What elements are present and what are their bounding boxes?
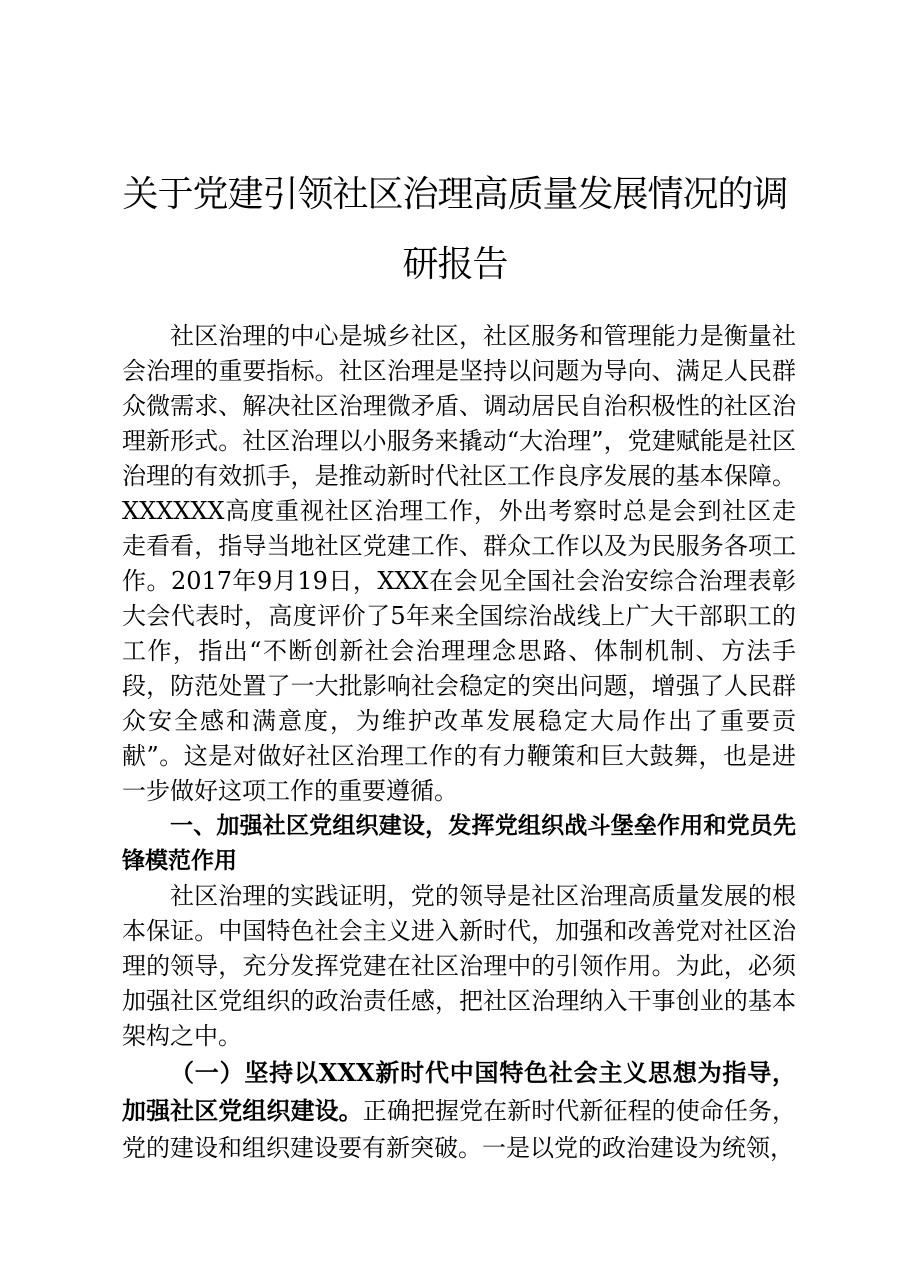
document-title: 关于党建引领社区治理高质量发展情况的调研报告 (122, 174, 788, 285)
subsection-lead: （一）坚持以XXX新时代中国特色社会主义思想为指导，加强社区党组织建设。 (122, 1058, 796, 1125)
intro-paragraph: 社区治理的中心是城乡社区，社区服务和管理能力是衡量社会治理的重要指标。社区治理是坚持以问题为导向、满足人民群众微需求、解决社区治理微矛盾、调动居民自治积极性的社区治理新形式。社区治理以小服务来撬动“大治理”，党建赋能是社区治理的有效抓手，是推动新时代社区工作良序发展的基本保障。XXXXXX高度重视社区治理工作，外出考察时总是会到社区走走看看，指导当地社区党建工作、群众工作以及为民服务各项工作。2017年9月19日，XXX在会见全国社会治安综合治理表彰大会代表时，高度评价了5年来全国综治战线上广大干部职工的工作，指出“不断创新社会治理理念思路、体制机制、方法手段，防范处置了一大批影响社会稳定的突出问题，增强了人民群众安全感和满意度，为维护改革发展稳定大局作出了重要贡献”。这是对做好社区治理工作的有力鞭策和巨大鼓舞，也是进一步做好这项工作的重要遵循。 (122, 322, 796, 805)
section-paragraph-1: 社区治理的实践证明，党的领导是社区治理高质量发展的根本保证。中国特色社会主义进入新时代，加强和改善党对社区治理的领导，充分发挥党建在社区治理中的引领作用。为此，必须加强社区党组织的政治责任感，把社区治理纳入干事创业的基本架构之中。 (122, 882, 796, 1050)
subsection-text: 正确把握党在新时代新征程的使命任务，党的建设和组织建设要有新突破。一是以党的政治建设为统领， (122, 1097, 797, 1162)
subsection-paragraph-1 (122, 1054, 796, 1167)
section-heading-1: 一、加强社区党组织建设，发挥党组织战斗堡垒作用和党员先锋模范作用 (122, 813, 796, 874)
document-body (122, 319, 796, 1167)
